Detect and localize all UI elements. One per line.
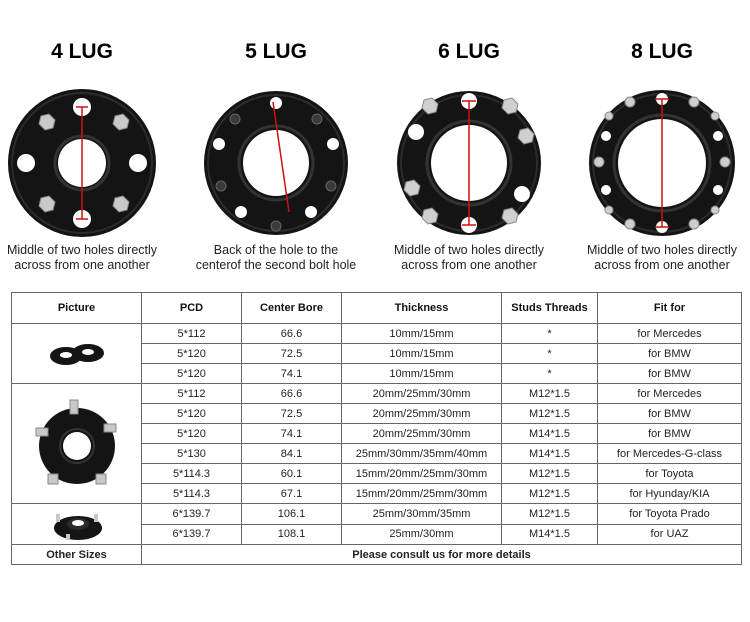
thin-spacer-image [46,337,108,371]
table-row [12,384,742,404]
bolted-spacer-image [32,394,122,494]
cell-thickness: 15mm/20mm/25mm/30mm [342,484,502,504]
cell-thickness: 20mm/25mm/30mm [342,404,502,424]
header-center-bore: Center Bore [242,293,342,324]
lug-6-caption-line2: across from one another [401,258,537,272]
consult-note: Please consult us for more details [142,545,742,565]
spacer-4-lug-image [5,86,159,240]
bolted-spacer-picture [12,384,142,504]
lug-4-caption [0,243,184,273]
cell-fit: for BMW [598,424,742,444]
cell-bore: 74.1 [242,424,342,444]
lug-5-caption-line1: Back of the hole to the [213,243,339,257]
cell-fit: for BMW [598,404,742,424]
cell-bore: 106.1 [242,504,342,525]
other-sizes-row [12,545,742,565]
cell-bore: 60.1 [242,464,342,484]
thin-spacer-picture [12,324,142,384]
cell-pcd: 5*120 [142,364,242,384]
table-row [12,324,742,344]
cell-bore: 66.6 [242,324,342,344]
cell-threads: M14*1.5 [502,524,598,545]
cell-pcd: 5*112 [142,324,242,344]
cell-thickness: 25mm/30mm/35mm [342,504,502,525]
header-pcd: PCD [142,293,242,324]
cell-thickness: 20mm/25mm/30mm [342,384,502,404]
table-row [12,504,742,525]
cell-fit: for Hyunday/KIA [598,484,742,504]
cell-threads: * [502,344,598,364]
lug-4-caption-line2: across from one another [14,258,150,272]
cell-threads: M12*1.5 [502,464,598,484]
cell-thickness: 10mm/15mm [342,324,502,344]
lug-6-title: 6 LUG [438,40,500,63]
cell-fit: for Mercedes [598,384,742,404]
cell-threads: M14*1.5 [502,424,598,444]
lug-6-caption-line1: Middle of two holes directly [393,243,545,257]
cell-threads: M14*1.5 [502,444,598,464]
cell-fit: for Mercedes [598,324,742,344]
lug-8 [572,0,750,290]
cell-threads: M12*1.5 [502,504,598,525]
cell-bore: 67.1 [242,484,342,504]
lug-5-title: 5 LUG [245,40,307,63]
lug-8-caption-line1: Middle of two holes directly [586,243,738,257]
cell-threads: * [502,364,598,384]
lug-6 [379,0,559,290]
cell-thickness: 15mm/20mm/25mm/30mm [342,464,502,484]
cell-bore: 72.5 [242,404,342,424]
spacer-5-lug-image [199,86,353,240]
cell-thickness: 20mm/25mm/30mm [342,424,502,444]
cell-pcd: 5*114.3 [142,464,242,484]
spacer-spec-table [11,292,742,565]
cell-bore: 66.6 [242,384,342,404]
cell-fit: for Mercedes-G-class [598,444,742,464]
cell-bore: 108.1 [242,524,342,545]
header-studs-threads: Studs Threads [502,293,598,324]
cell-thickness: 10mm/15mm [342,364,502,384]
lug-4 [0,0,172,290]
cell-threads: M12*1.5 [502,404,598,424]
lug-4-title: 4 LUG [51,40,113,63]
cell-threads: M12*1.5 [502,484,598,504]
cell-pcd: 6*139.7 [142,504,242,525]
other-sizes-label: Other Sizes [12,545,142,565]
cell-fit: for Toyota Prado [598,504,742,525]
cell-fit: for BMW [598,344,742,364]
hub-centric-spacer-picture [12,504,142,545]
cell-threads: M12*1.5 [502,384,598,404]
lug-5-caption [174,243,378,273]
lug-8-title: 8 LUG [631,40,693,63]
table-header-row [12,293,742,324]
lug-5-caption-line2: centerof the second bolt hole [195,258,357,272]
cell-bore: 72.5 [242,344,342,364]
cell-pcd: 5*120 [142,424,242,444]
header-picture: Picture [12,293,142,324]
cell-pcd: 5*120 [142,404,242,424]
spacer-8-lug-image [585,86,739,240]
cell-pcd: 5*130 [142,444,242,464]
hub-centric-spacer-image [46,504,108,544]
cell-thickness: 25mm/30mm/35mm/40mm [342,444,502,464]
lug-6-caption [367,243,571,273]
spacer-6-lug-image [392,86,546,240]
cell-threads: * [502,324,598,344]
cell-fit: for UAZ [598,524,742,545]
cell-bore: 74.1 [242,364,342,384]
cell-pcd: 5*112 [142,384,242,404]
cell-pcd: 5*114.3 [142,484,242,504]
header-thickness: Thickness [342,293,502,324]
cell-bore: 84.1 [242,444,342,464]
header-fit-for: Fit for [598,293,742,324]
cell-pcd: 6*139.7 [142,524,242,545]
lug-8-caption-line2: across from one another [594,258,730,272]
lug-4-caption-line1: Middle of two holes directly [6,243,158,257]
lug-5 [186,0,366,290]
lug-pattern-diagrams [0,0,750,290]
cell-fit: for Toyota [598,464,742,484]
lug-8-caption [560,243,750,273]
cell-thickness: 25mm/30mm [342,524,502,545]
cell-pcd: 5*120 [142,344,242,364]
cell-thickness: 10mm/15mm [342,344,502,364]
cell-fit: for BMW [598,364,742,384]
